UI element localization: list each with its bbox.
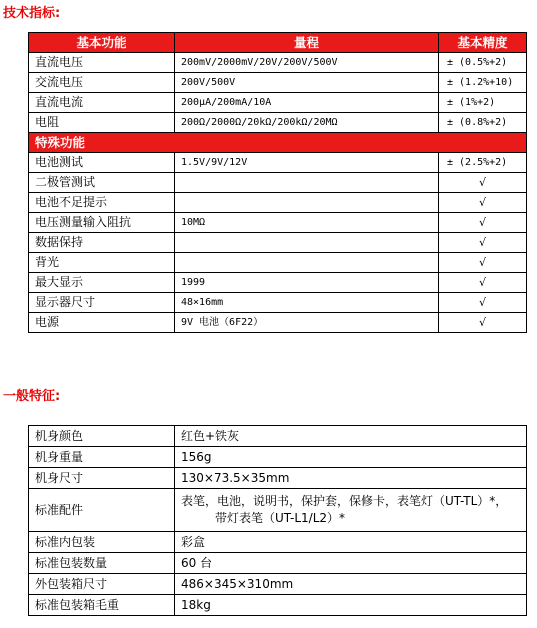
plus-minus-sign: ±: [447, 157, 454, 168]
table-row: [29, 574, 527, 595]
table-row: [29, 193, 527, 213]
range-value: 200Ω/2000Ω/20kΩ/200kΩ/20MΩ: [175, 113, 439, 133]
check-mark: √: [439, 253, 527, 273]
feature-name: 标准包装数量: [29, 553, 175, 574]
plus-minus-sign: ±: [447, 97, 454, 108]
accuracy-text: (1%+2): [459, 97, 496, 108]
feature-value: 130×73.5×35mm: [175, 468, 527, 489]
table-row: [29, 273, 527, 293]
range-value: [175, 253, 439, 273]
feature-value: 486×345×310mm: [175, 574, 527, 595]
range-value: 1999: [175, 273, 439, 293]
accuracy-value: [439, 53, 527, 73]
feature-name: 外包装箱尺寸: [29, 574, 175, 595]
check-mark: √: [439, 313, 527, 333]
feature-value-line: 带灯表笔（UT-L1/L2）*: [215, 511, 346, 525]
check-mark: √: [439, 193, 527, 213]
function-name: 二极管测试: [29, 173, 175, 193]
range-value: 48×16mm: [175, 293, 439, 313]
check-mark: √: [439, 293, 527, 313]
function-name: 数据保持: [29, 233, 175, 253]
table-row: [29, 313, 527, 333]
table-row: [29, 447, 527, 468]
table-row: [29, 153, 527, 173]
accuracy-value: [439, 113, 527, 133]
special-function-title: 特殊功能: [29, 133, 527, 153]
general-features-title: 一般特征:: [3, 389, 61, 404]
table-row: [29, 293, 527, 313]
accuracy-text: (0.5%+2): [459, 57, 508, 68]
function-name: 电阻: [29, 113, 175, 133]
tech-spec-table: [28, 32, 527, 333]
feature-value: 彩盒: [175, 532, 527, 553]
special-function-header-row: [29, 133, 527, 153]
plus-minus-sign: ±: [447, 77, 454, 88]
feature-value: 60 台: [175, 553, 527, 574]
accuracy-value: [439, 73, 527, 93]
table-row: [29, 553, 527, 574]
range-value: 9V 电池（6F22）: [175, 313, 439, 333]
feature-name: 机身重量: [29, 447, 175, 468]
table-row: [29, 53, 527, 73]
feature-name: 标准配件: [29, 489, 175, 532]
feature-value: 156g: [175, 447, 527, 468]
range-value: [175, 193, 439, 213]
check-mark: √: [439, 233, 527, 253]
feature-value: 红色+铁灰: [175, 426, 527, 447]
range-value: 1.5V/9V/12V: [175, 153, 439, 173]
function-name: 电池不足提示: [29, 193, 175, 213]
check-mark: √: [439, 173, 527, 193]
header-basic-function: 基本功能: [29, 33, 175, 53]
function-name: 直流电压: [29, 53, 175, 73]
general-features-table: [28, 425, 527, 616]
table-row: [29, 489, 527, 532]
accuracy-value: [439, 93, 527, 113]
feature-name: 标准包装箱毛重: [29, 595, 175, 616]
table-row: [29, 595, 527, 616]
accuracy-text: (2.5%+2): [459, 157, 508, 168]
check-mark: √: [439, 273, 527, 293]
table-row: [29, 73, 527, 93]
plus-minus-sign: ±: [447, 57, 454, 68]
range-value: 200V/500V: [175, 73, 439, 93]
function-name: 背光: [29, 253, 175, 273]
header-accuracy: 基本精度: [439, 33, 527, 53]
table-row: [29, 426, 527, 447]
feature-name: 标准内包装: [29, 532, 175, 553]
feature-value: [175, 489, 527, 532]
function-name: 电压测量输入阻抗: [29, 213, 175, 233]
table-row: [29, 213, 527, 233]
table-row: [29, 253, 527, 273]
accuracy-text: (1.2%+10): [459, 77, 514, 88]
tech-header-row: [29, 33, 527, 53]
check-mark: √: [439, 213, 527, 233]
accuracy-text: (0.8%+2): [459, 117, 508, 128]
table-row: [29, 173, 527, 193]
table-row: [29, 113, 527, 133]
function-name: 电池测试: [29, 153, 175, 173]
header-range: 量程: [175, 33, 439, 53]
function-name: 最大显示: [29, 273, 175, 293]
tech-spec-title: 技术指标:: [3, 6, 61, 21]
function-name: 直流电流: [29, 93, 175, 113]
plus-minus-sign: ±: [447, 117, 454, 128]
table-row: [29, 233, 527, 253]
table-row: [29, 532, 527, 553]
feature-name: 机身尺寸: [29, 468, 175, 489]
function-name: 交流电压: [29, 73, 175, 93]
range-value: [175, 233, 439, 253]
range-value: 200μA/200mA/10A: [175, 93, 439, 113]
function-name: 电源: [29, 313, 175, 333]
table-row: [29, 468, 527, 489]
accuracy-value: [439, 153, 527, 173]
range-value: 200mV/2000mV/20V/200V/500V: [175, 53, 439, 73]
table-row: [29, 93, 527, 113]
range-value: 10MΩ: [175, 213, 439, 233]
feature-value: 18kg: [175, 595, 527, 616]
range-value: [175, 173, 439, 193]
feature-value-line: 表笔，电池，说明书，保护套，保修卡，表笔灯（UT-TL）*，: [181, 494, 508, 508]
function-name: 显示器尺寸: [29, 293, 175, 313]
feature-name: 机身颜色: [29, 426, 175, 447]
